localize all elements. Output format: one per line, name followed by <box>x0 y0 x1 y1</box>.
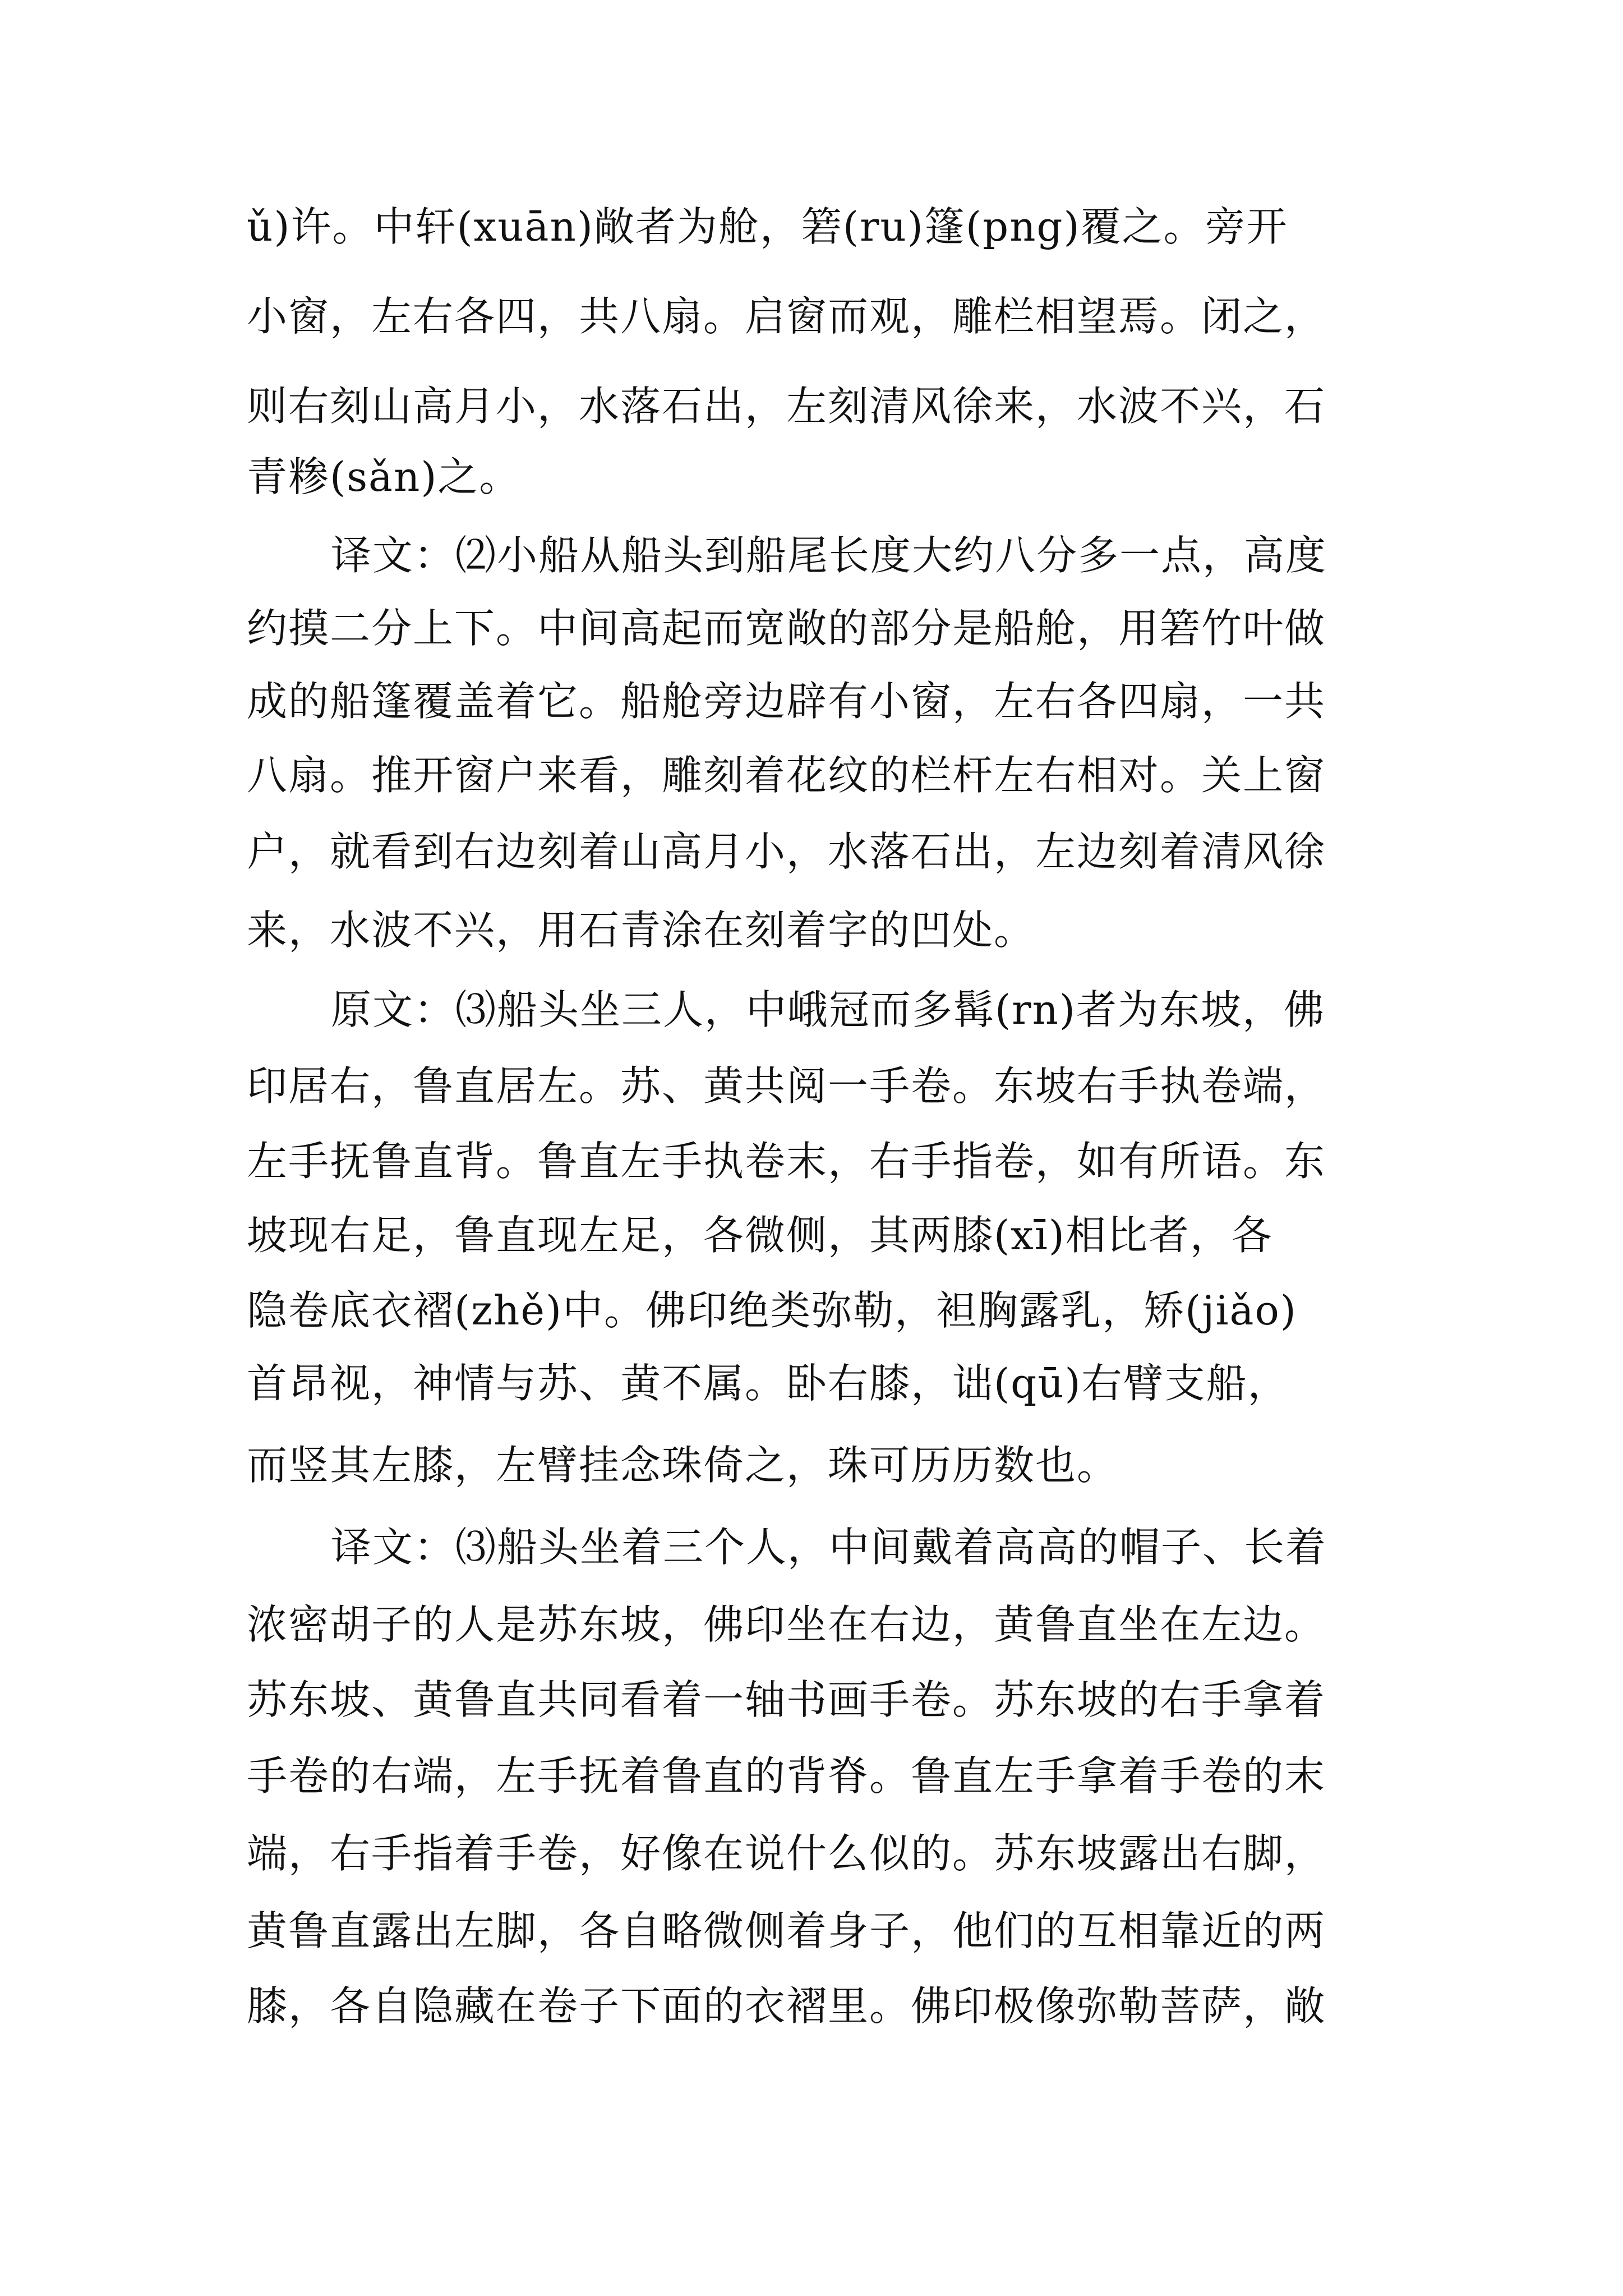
text-line: 端，右手指着手卷，好像在说什么似的。苏东坡露出右脚， <box>247 1830 1326 1877</box>
text-line: 膝，各自隐藏在卷子下面的衣褶里。佛印极像弥勒菩萨，敞 <box>247 1982 1326 2030</box>
text-line: 坡现右足，鲁直现左足，各微侧，其两膝(xī)相比者，各 <box>247 1212 1273 1259</box>
text-line: 户，就看到右边刻着山高月小，水落石出，左边刻着清风徐 <box>247 828 1326 875</box>
text-line: 八扇。推开窗户来看，雕刻着花纹的栏杆左右相对。关上窗 <box>247 752 1326 799</box>
text-line: 译文：⑶船头坐着三个人，中间戴着高高的帽子、长着 <box>331 1524 1327 1571</box>
text-line: 隐卷底衣褶(zhě)中。佛印绝类弥勒，袒胸露乳，矫(jiǎo) <box>247 1287 1297 1334</box>
text-line: 手卷的右端，左手抚着鲁直的背脊。鲁直左手拿着手卷的末 <box>247 1752 1326 1800</box>
text-line: 苏东坡、黄鲁直共同看着一轴书画手卷。苏东坡的右手拿着 <box>247 1676 1326 1723</box>
text-line: 而竖其左膝，左臂挂念珠倚之，珠可历历数也。 <box>247 1442 1119 1489</box>
text-line: ǔ)许。中轩(xuān)敞者为舱，箬(ru)篷(png)覆之。旁开 <box>247 203 1288 250</box>
text-line: 左手抚鲁直背。鲁直左手执卷末，右手指卷，如有所语。东 <box>247 1138 1326 1185</box>
text-line: 原文：⑶船头坐三人，中峨冠而多髯(rn)者为东坡，佛 <box>331 986 1325 1033</box>
text-line: 印居右，鲁直居左。苏、黄共阅一手卷。东坡右手执卷端， <box>247 1062 1326 1110</box>
text-line: 首昂视，神情与苏、黄不属。卧右膝，诎(qū)右臂支船， <box>247 1360 1289 1407</box>
text-line: 成的船篷覆盖着它。船舱旁边辟有小窗，左右各四扇，一共 <box>247 678 1326 725</box>
text-line: 约摸二分上下。中间高起而宽敞的部分是船舱，用箬竹叶做 <box>247 605 1326 652</box>
text-line: 青糁(sǎn)之。 <box>247 453 521 500</box>
text-line: 则右刻山高月小，水落石出，左刻清风徐来，水波不兴，石 <box>247 383 1326 430</box>
text-line: 来，水波不兴，用石青涂在刻着字的凹处。 <box>247 907 1036 954</box>
text-line: 黄鲁直露出左脚，各自略微侧着身子，他们的互相靠近的两 <box>247 1907 1326 1954</box>
text-line: 译文：⑵小船从船头到船尾长度大约八分多一点，高度 <box>331 532 1327 579</box>
text-line: 浓密胡子的人是苏东坡，佛印坐在右边，黄鲁直坐在左边。 <box>247 1601 1326 1648</box>
text-line: 小窗，左右各四，共八扇。启窗而观，雕栏相望焉。闭之， <box>247 293 1326 340</box>
